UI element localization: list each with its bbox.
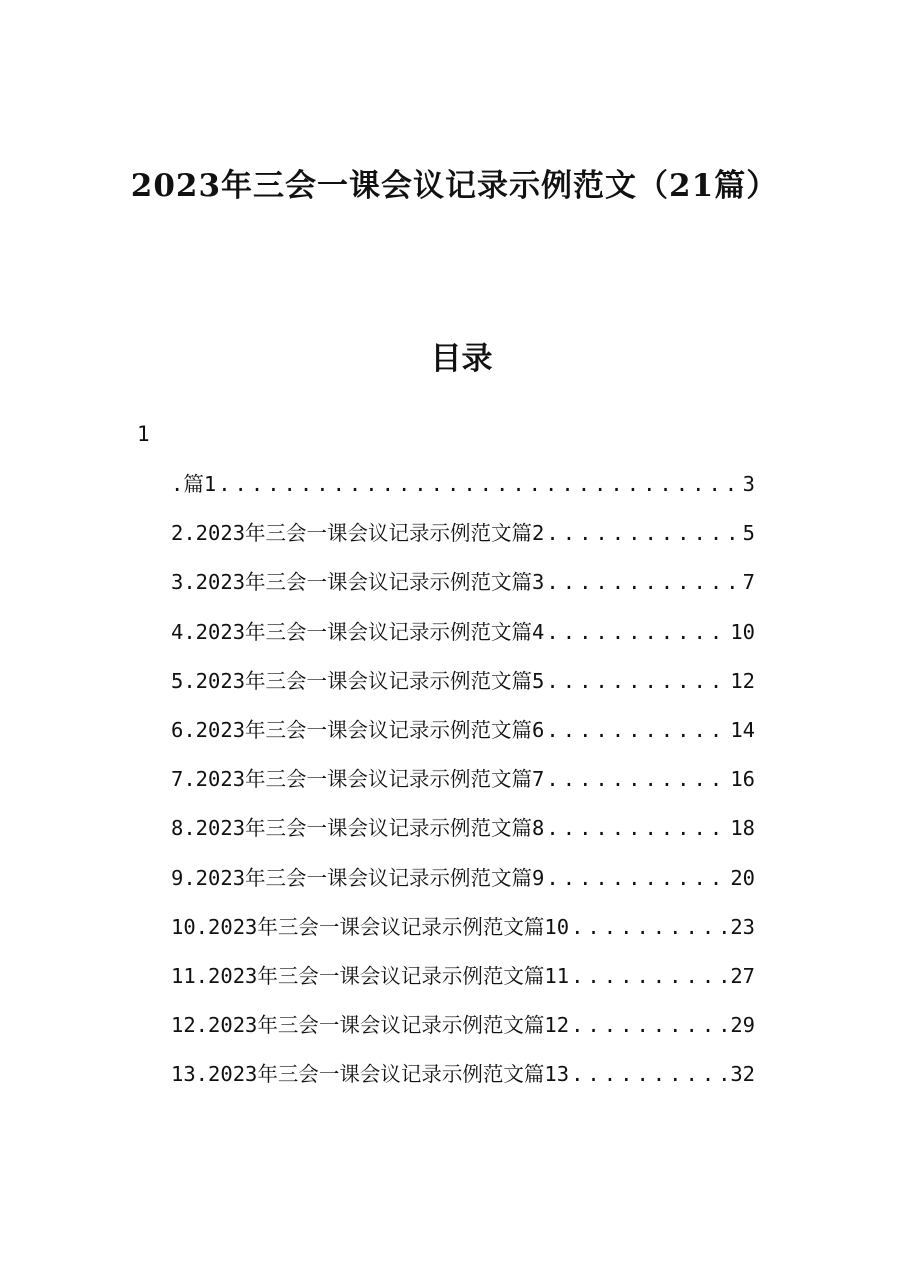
toc-entry-label: 2.2023年三会一课会议记录示例范文篇2 xyxy=(171,521,545,546)
toc-leader-dots xyxy=(546,860,728,896)
toc-leader-dots xyxy=(571,909,728,945)
toc-entry-label: 13.2023年三会一课会议记录示例范文篇13 xyxy=(171,1062,570,1087)
document-title: 2023年三会一课会议记录示例范文（21篇） xyxy=(130,168,779,204)
toc-leader-dots xyxy=(546,515,740,551)
toc-leader-dots xyxy=(546,810,728,846)
toc-entry-label: 5.2023年三会一课会议记录示例范文篇5 xyxy=(171,668,545,693)
toc-entry[interactable] xyxy=(171,466,755,515)
toc-leader-dots xyxy=(546,761,728,797)
toc-entry[interactable] xyxy=(171,1007,755,1056)
toc-entry[interactable] xyxy=(171,663,755,712)
toc-entry-label: 7.2023年三会一课会议记录示例范文篇7 xyxy=(171,767,545,792)
toc-entry-page: 27 xyxy=(730,963,755,988)
toc-entry[interactable] xyxy=(171,810,755,859)
toc-lead-number: 1 xyxy=(137,422,150,446)
toc-entry-label: 6.2023年三会一课会议记录示例范文篇6 xyxy=(171,717,545,742)
toc-leader-dots xyxy=(546,614,728,650)
toc-entry-page: 16 xyxy=(730,767,755,792)
toc-entry[interactable] xyxy=(171,515,755,564)
toc-leader-dots xyxy=(571,958,728,994)
toc-entry[interactable] xyxy=(171,958,755,1007)
toc-entry-page: 14 xyxy=(730,717,755,742)
toc-leader-dots xyxy=(218,466,740,502)
toc-entry-label: 10.2023年三会一课会议记录示例范文篇10 xyxy=(171,914,570,939)
toc-entry-page: 18 xyxy=(730,816,755,841)
toc-entry[interactable] xyxy=(171,1056,755,1105)
toc-heading: 目录 xyxy=(430,341,493,377)
toc-leader-dots xyxy=(546,712,728,748)
toc-entry[interactable] xyxy=(171,909,755,958)
toc-entry-label: 8.2023年三会一课会议记录示例范文篇8 xyxy=(171,816,545,841)
toc-entry[interactable] xyxy=(171,761,755,810)
toc-entry-page: 23 xyxy=(730,914,755,939)
toc-entry-page: 10 xyxy=(730,619,755,644)
toc-leader-dots xyxy=(571,1056,728,1092)
toc-entry-label: 4.2023年三会一课会议记录示例范文篇4 xyxy=(171,619,545,644)
toc-entry-page: 32 xyxy=(730,1062,755,1087)
toc-entry-label: .篇1 xyxy=(171,472,217,496)
toc-entry[interactable] xyxy=(171,860,755,909)
toc-entry-page: 20 xyxy=(730,865,755,890)
toc-leader-dots xyxy=(546,663,728,699)
toc-leader-dots xyxy=(546,564,740,600)
toc-entry-label: 11.2023年三会一课会议记录示例范文篇11 xyxy=(171,963,570,988)
toc-leader-dots xyxy=(571,1007,728,1043)
toc-entry-page: 5 xyxy=(742,521,755,546)
toc-entry-label: 9.2023年三会一课会议记录示例范文篇9 xyxy=(171,865,545,890)
toc-entry-page: 29 xyxy=(730,1013,755,1038)
toc-entry[interactable] xyxy=(171,614,755,663)
toc-entry[interactable] xyxy=(171,564,755,613)
toc-entry-page: 7 xyxy=(742,570,755,595)
table-of-contents xyxy=(171,466,755,1105)
toc-entry-label: 12.2023年三会一课会议记录示例范文篇12 xyxy=(171,1013,570,1038)
toc-entry-page: 12 xyxy=(730,668,755,693)
toc-entry-page: 3 xyxy=(742,472,755,496)
toc-entry-label: 3.2023年三会一课会议记录示例范文篇3 xyxy=(171,570,545,595)
toc-entry[interactable] xyxy=(171,712,755,761)
